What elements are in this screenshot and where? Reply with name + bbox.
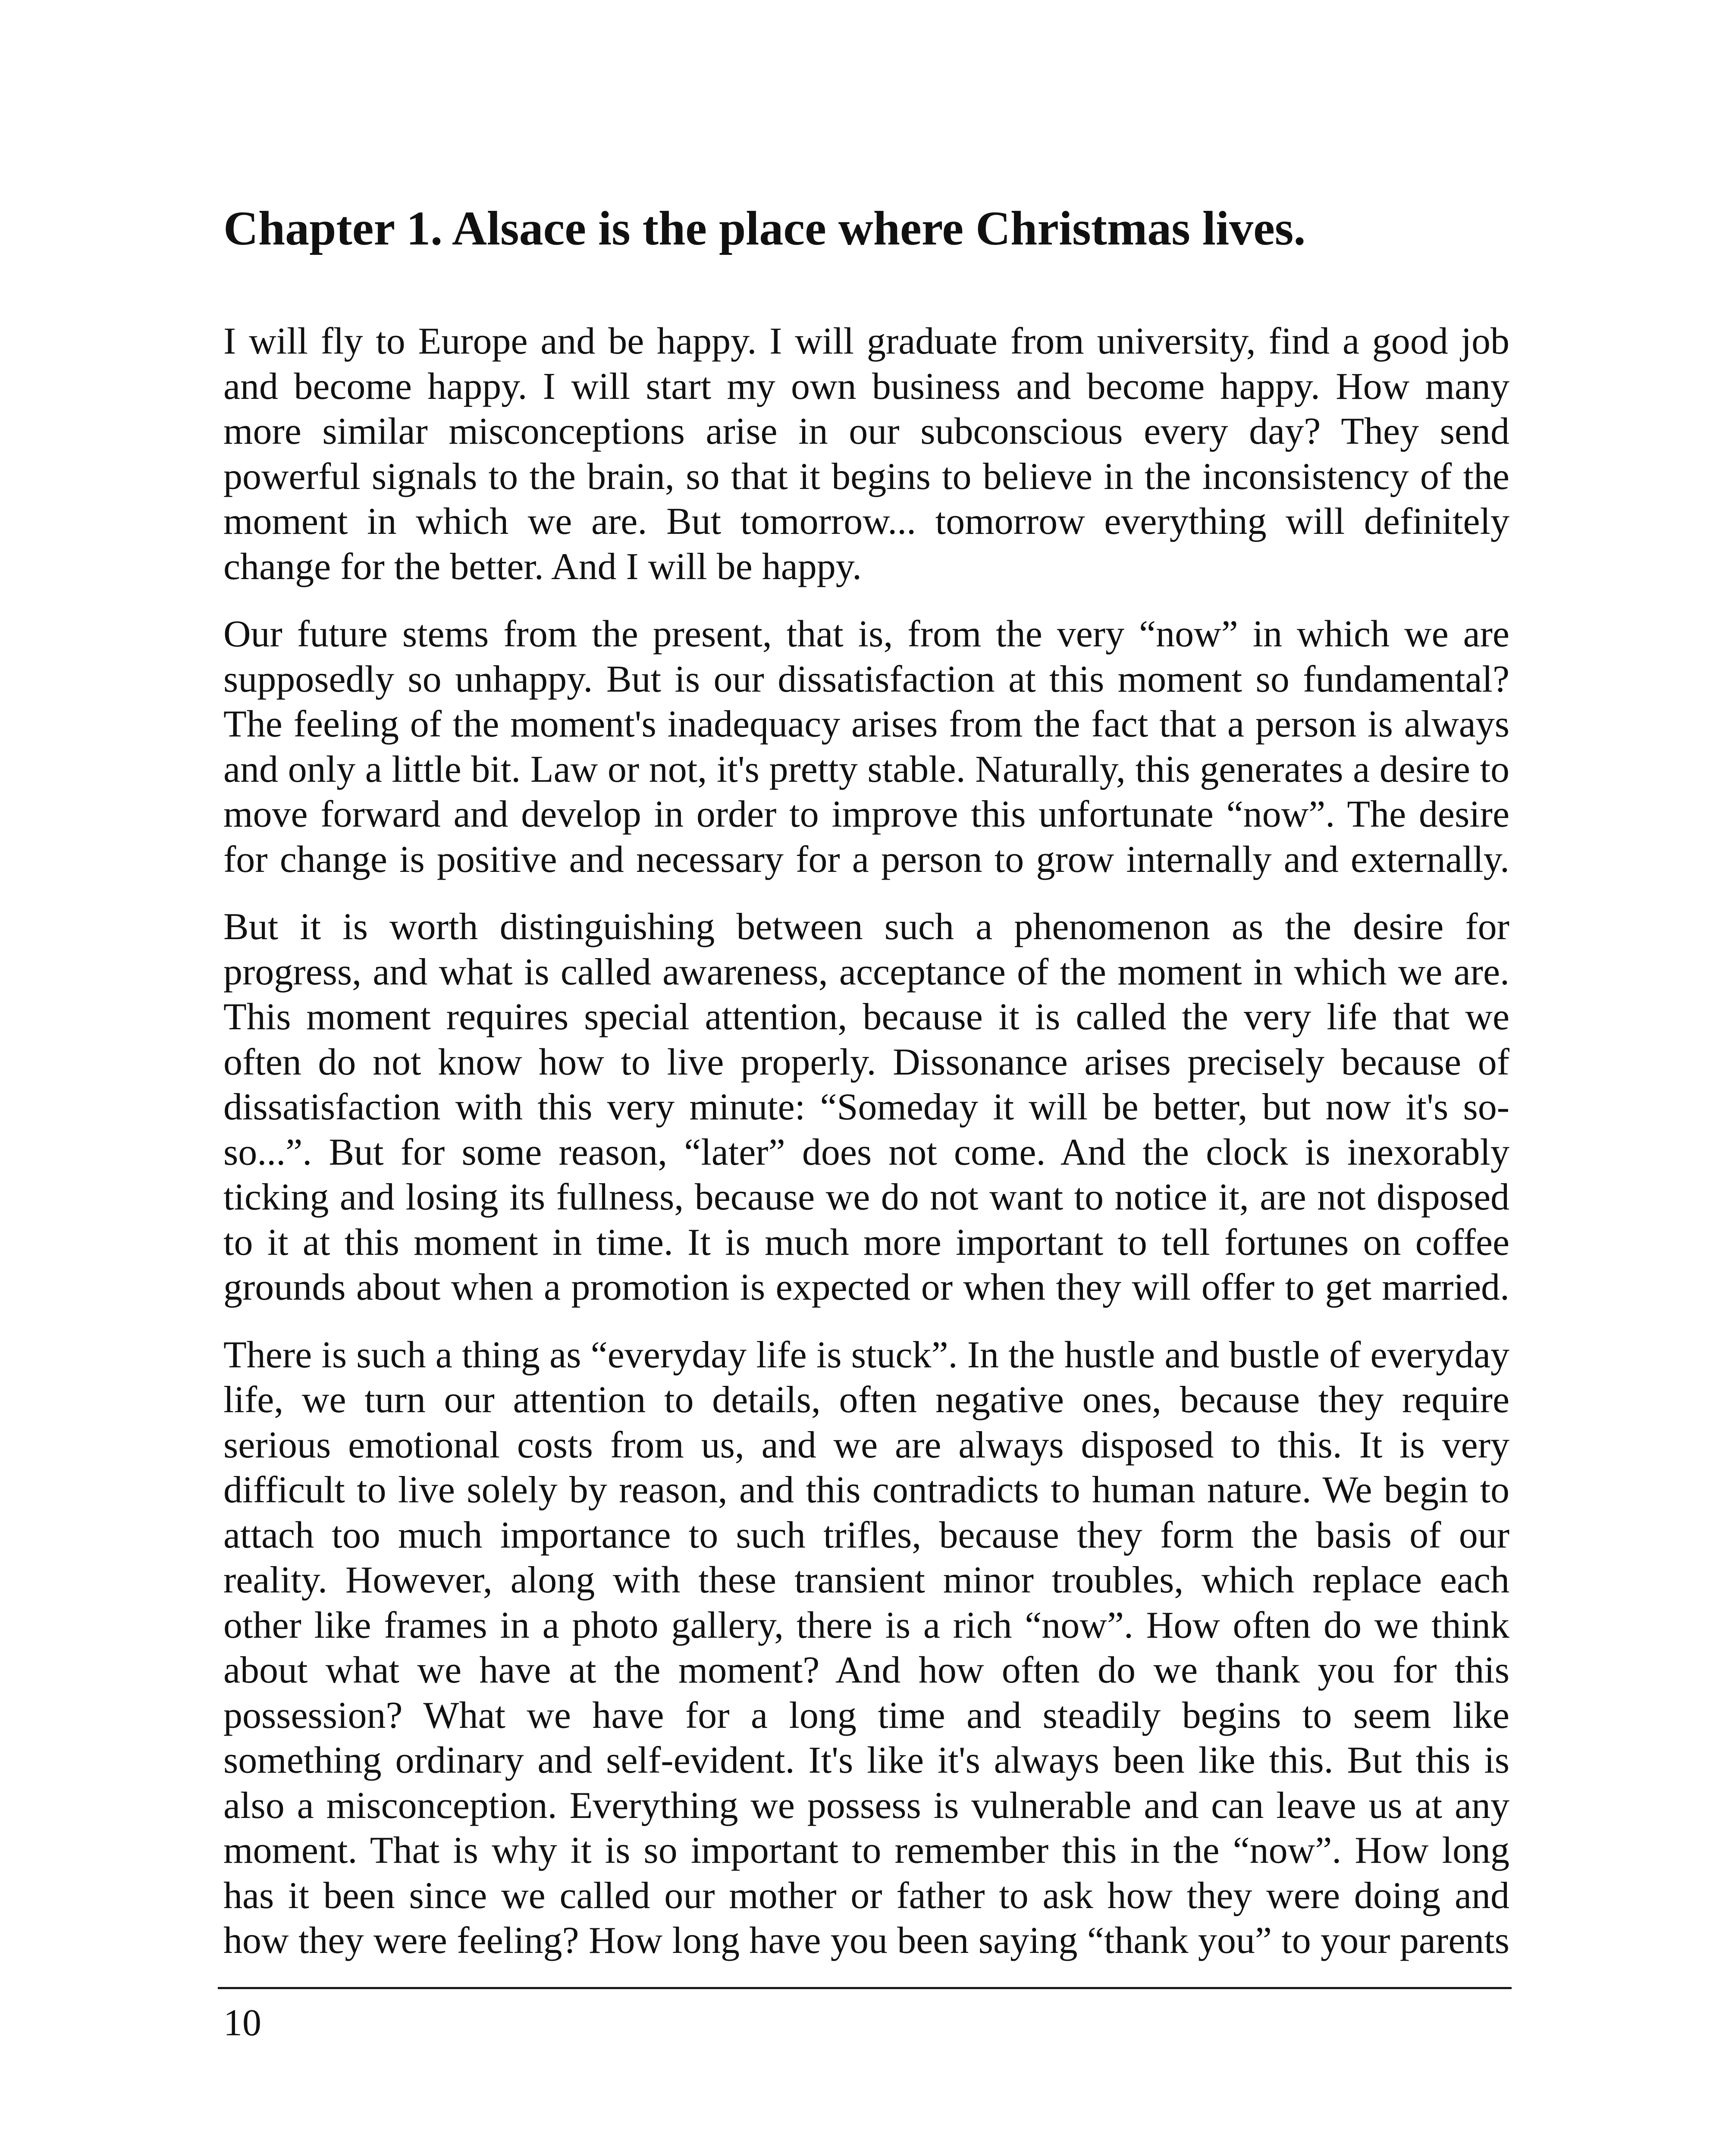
chapter-title: Chapter 1. Alsace is the place where Christmas lives. <box>223 202 1306 255</box>
paragraph-4 <box>223 1333 1509 1964</box>
paragraph-2-body: Our future stems from the present, that is, from the very “now” in which we are supposedly so unhappy. But is our dissatisfaction at this moment so fundamental? The feeling of the moment's inadequacy arises from the fact that a person is always and only a little bit. Law or not, it's pretty stable. Naturally, this generates a desire to move forward and develop in order to improve this unfortunate “now”. The desire for change is positive and necessary for a person to grow internally and externally. <box>223 613 1509 881</box>
paragraph-2 <box>223 612 1509 882</box>
body-text <box>223 319 1509 1986</box>
paragraph-3 <box>223 905 1509 1310</box>
paragraph-1-body: I will fly to Europe and be happy. I will graduate from university, find a good job and become happy. I will start my own business and become happy. How many more similar misconceptions arise in our subconscious every day? They send powerful signals to the brain, so that it begins to believe in the inconsistency of the moment in which we are. But tomorrow... tomorrow everything will definitely <box>223 320 1509 542</box>
page-number: 10 <box>223 2002 261 2044</box>
paragraph-3-body: But it is worth distinguishing between such a phenomenon as the desire for progress, and what is called awareness, acceptance of the moment in which we are. This moment requires special attention, because it is called the very life that we often do not know how to live properly. Dissonance arises precisely because of dissatisfaction with this very minute: “Someday it will be better, but now it's so-so...”. But for some reason, “later” does not come. And the clock is inexorably ticking and losing its fullness, because we do not want to notice it, are not disposed to it at this moment in time. It is much more important to tell fortunes on coffee grounds about when a promotion is expected or when they will offer to get married. <box>223 906 1509 1308</box>
paragraph-1-last-line: change for the better. And I will be happy. <box>223 545 862 588</box>
footer-divider <box>218 1987 1512 1989</box>
paragraph-4-body: There is such a thing as “everyday life is stuck”. In the hustle and bustle of everyday life, we turn our attention to details, often negative ones, because they require serious emotional costs from us, and we are always disposed to this. It is very difficult to live solely by reason, and this contradicts to human nature. We begin to attach too much importance to such trifles, because they form the basis of our reality. However, along with these transient minor troubles, which replace each other like frames in a photo gallery, there is a rich “now”. How often do we think about what we have at the moment? And how often do we thank you for this possession? What we have for a long time and steadily begins to seem like something ordinary and self-evident. It's like it's always been like this. But this is also a misconception. Everything we possess is vulnerable and can leave us at any moment. That is why it is so important to remember this in the “now”. How long has it been since we called our mother or father to ask how they were doing and how they were feeling? How long have you been saying “thank you” to your parents <box>223 1334 1509 1962</box>
paragraph-1 <box>223 319 1509 589</box>
